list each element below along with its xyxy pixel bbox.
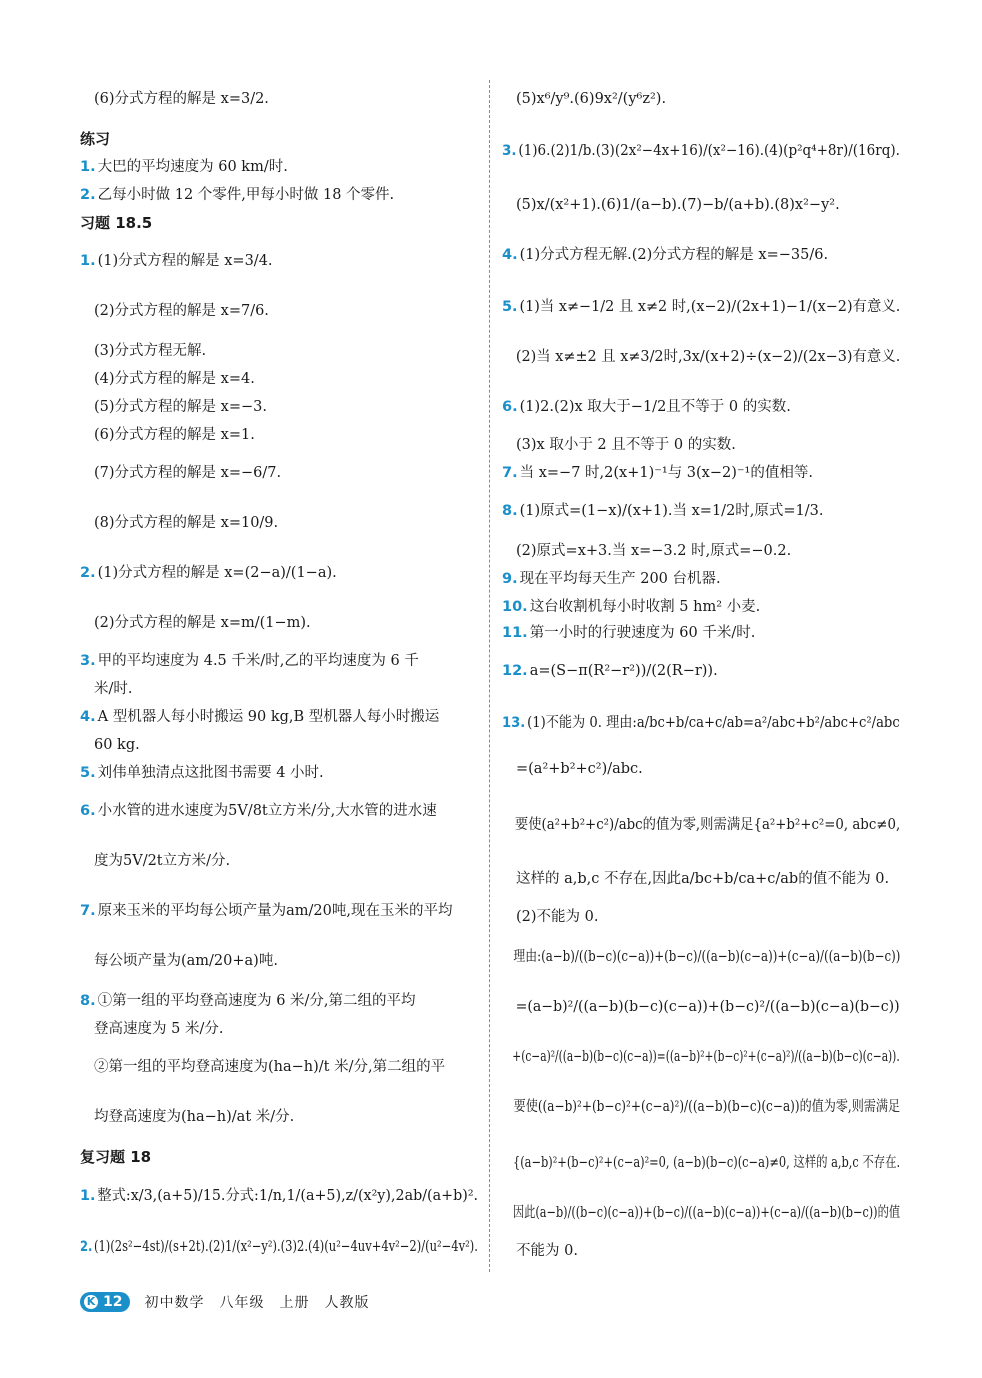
answer-line: [502, 1240, 578, 1262]
answer-line: [80, 612, 311, 634]
answer-text: 要使(a²+b²+c²)/abc的值为零,则需满足{a²+b²+c²=0, abc≠0,: [514, 817, 901, 833]
answer-text: (1)分式方程的解是 x=(2−a)/(1−a).: [97, 565, 337, 581]
item-number: 5.: [502, 299, 518, 315]
answer-text: 小水管的进水速度为5V/8t立方米/分,大水管的进水速: [97, 803, 437, 819]
answer-line: [80, 424, 255, 446]
answer-line: [502, 500, 824, 522]
item-number: 7.: [80, 903, 96, 919]
answer-text: 整式:x/3,(a+5)/15.分式:1/n,1/(a+5),z/(x²y),2ab/(a+b)².: [97, 1188, 479, 1204]
column-divider: [489, 80, 490, 1272]
answer-text: (5)分式方程的解是 x=−3.: [94, 399, 267, 415]
item-number: 10.: [502, 599, 528, 615]
answer-line: [80, 800, 437, 822]
item-number: 7.: [502, 465, 518, 481]
answer-line: [502, 244, 828, 266]
answer-line: [80, 900, 452, 922]
answer-text: 原来玉米的平均每公顷产量为am/20吨,现在玉米的平均: [97, 903, 453, 919]
item-number: 5.: [80, 765, 96, 781]
item-number: 8.: [502, 503, 518, 519]
answer-text: =(a²+b²+c²)/abc.: [516, 761, 643, 777]
answer-line: [502, 906, 598, 928]
answer-line: [502, 814, 900, 836]
answer-text: 大巴的平均速度为 60 km/时.: [97, 159, 288, 175]
answer-text: ①第一组的平均登高速度为 6 米/分,第二组的平均: [97, 993, 416, 1009]
answer-text: (4)分式方程的解是 x=4.: [94, 371, 255, 387]
answer-text: (1)6.(2)1/b.(3)(2x²−4x+16)/(x²−16).(4)(p²q⁴+8r)/(16rq).: [518, 143, 900, 159]
answer-text: 乙每小时做 12 个零件,甲每小时做 18 个零件.: [97, 187, 395, 203]
answer-line: [80, 1236, 478, 1258]
answer-text: 练习: [80, 130, 111, 148]
answer-text: (1)分式方程无解.(2)分式方程的解是 x=−35/6.: [519, 247, 829, 263]
answer-text: (6)分式方程的解是 x=3/2.: [94, 91, 269, 107]
answer-line: [80, 734, 140, 756]
answer-line: [502, 194, 840, 216]
answer-line: [80, 184, 394, 206]
answer-line: [80, 512, 278, 534]
answer-text: 现在平均每天生产 200 台机器.: [519, 571, 721, 587]
item-number: 11.: [502, 625, 528, 641]
answer-line: [80, 850, 230, 872]
section-heading: [80, 1146, 151, 1168]
answer-line: [80, 88, 269, 110]
page-number: 12: [103, 1294, 123, 1310]
item-number: 4.: [502, 247, 518, 263]
item-number: 3.: [80, 653, 96, 669]
answer-line: [502, 88, 666, 110]
answer-text: (2)分式方程的解是 x=7/6.: [94, 303, 269, 319]
page-footer: [80, 1291, 369, 1313]
item-number: 1.: [80, 253, 96, 269]
answer-text: (2)原式=x+3.当 x=−3.2 时,原式=−0.2.: [516, 543, 792, 559]
answer-text: 刘伟单独清点这批图书需要 4 小时.: [97, 765, 324, 781]
answer-text: (2)不能为 0.: [516, 909, 599, 925]
answer-line: [80, 1056, 445, 1078]
answer-text: (1)不能为 0. 理由:a/bc+b/ca+c/ab=a²/abc+b²/abc+c²/abc: [527, 715, 900, 731]
answer-line: [80, 1185, 478, 1207]
answer-text: 度为5V/2t立方米/分.: [94, 853, 231, 869]
answer-text: 因此(a−b)/((b−c)(c−a))+(b−c)/((a−b)(c−a))+(c−a)/((a−b)(b−c))的值: [512, 1205, 901, 1221]
answer-line: [502, 1152, 900, 1174]
answer-text: 甲的平均速度为 4.5 千米/时,乙的平均速度为 6 千: [97, 653, 419, 669]
answer-text: 60 kg.: [94, 737, 140, 753]
answer-line: [80, 250, 273, 272]
answer-text: (1)当 x≠−1/2 且 x≠2 时,(x−2)/(2x+1)−1/(x−2)有意义.: [519, 299, 901, 315]
item-number: 8.: [80, 993, 96, 1009]
book-info: 初中数学 八年级 上册 人教版: [144, 1295, 370, 1311]
page-badge: [80, 1292, 130, 1312]
item-number: 2.: [80, 565, 96, 581]
answer-line: [80, 1018, 223, 1040]
badge-letter: K: [84, 1295, 98, 1309]
answer-line: [502, 396, 791, 418]
answer-line: [502, 462, 813, 484]
answer-line: [502, 712, 900, 734]
item-number: 2.: [80, 187, 96, 203]
answer-line: [502, 996, 900, 1018]
answer-text: (5)x/(x²+1).(6)1/(a−b).(7)−b/(a+b).(8)x²−y².: [516, 197, 840, 213]
answer-text: (1)(2s²−4st)/(s+2t).(2)1/(x²−y²).(3)2.(4)(u²−4uv+4v²−2)/(u²−4v²).: [93, 1239, 478, 1255]
answer-text: 习题 18.5: [80, 214, 153, 232]
answer-text: (7)分式方程的解是 x=−6/7.: [94, 465, 282, 481]
answer-line: [502, 540, 791, 562]
answer-line: [80, 950, 278, 972]
answer-text: 登高速度为 5 米/分.: [94, 1021, 224, 1037]
item-number: 1.: [80, 159, 96, 175]
answer-text: 理由:(a−b)/((b−c)(c−a))+(b−c)/((a−b)(c−a))+(c−a)/((a−b)(b−c)): [513, 949, 901, 965]
answer-text: 米/时.: [94, 681, 133, 697]
answer-line: [80, 462, 281, 484]
answer-line: [502, 1046, 900, 1068]
answer-line: [502, 596, 760, 618]
answer-line: [80, 340, 206, 362]
answer-text: ②第一组的平均登高速度为(ha−h)/t 米/分,第二组的平: [94, 1059, 446, 1075]
answer-text: 每公顷产量为(am/20+a)吨.: [94, 953, 278, 969]
answer-line: [502, 296, 900, 318]
answer-text: 均登高速度为(ha−h)/at 米/分.: [94, 1109, 295, 1125]
answer-text: a=(S−π(R²−r²))/(2(R−r)).: [529, 663, 718, 679]
item-number: 9.: [502, 571, 518, 587]
answer-line: [502, 434, 736, 456]
answer-line: [80, 562, 337, 584]
answer-text: (1)原式=(1−x)/(x+1).当 x=1/2时,原式=1/3.: [519, 503, 824, 519]
answer-line: [80, 156, 288, 178]
answer-line: [80, 368, 255, 390]
item-number: 3.: [502, 143, 517, 159]
answer-text: 这样的 a,b,c 不存在,因此a/bc+b/ca+c/ab的值不能为 0.: [516, 871, 890, 887]
answer-text: (5)x⁶/y⁹.(6)9x²/(y⁶z²).: [516, 91, 667, 107]
answer-text: 要使((a−b)²+(b−c)²+(c−a)²)/((a−b)(b−c)(c−a))的值为零,则需满足: [513, 1099, 901, 1115]
item-number: 12.: [502, 663, 528, 679]
answer-text: (3)分式方程无解.: [94, 343, 207, 359]
item-number: 2.: [80, 1239, 93, 1255]
answer-text: (3)x 取小于 2 且不等于 0 的实数.: [516, 437, 736, 453]
answer-line: [502, 660, 718, 682]
answer-line: [80, 678, 133, 700]
answer-text: (1)分式方程的解是 x=3/4.: [97, 253, 273, 269]
answer-text: {(a−b)²+(b−c)²+(c−a)²=0, (a−b)(b−c)(c−a)≠0, 这样的 a,b,c 不存在.: [512, 1155, 901, 1171]
answer-line: [502, 946, 900, 968]
answer-line: [80, 300, 269, 322]
answer-text: =(a−b)²/((a−b)(b−c)(c−a))+(b−c)²/((a−b)(c−a)(b−c)): [515, 999, 900, 1015]
section-heading: [80, 212, 152, 234]
answer-line: [502, 868, 889, 890]
answer-text: 不能为 0.: [516, 1243, 578, 1259]
answer-line: [502, 140, 900, 162]
answer-text: 第一小时的行驶速度为 60 千米/时.: [529, 625, 756, 641]
answer-line: [80, 762, 324, 784]
item-number: 13.: [502, 715, 526, 731]
section-heading: [80, 128, 110, 150]
answer-text: 复习题 18: [80, 1148, 152, 1166]
answer-line: [502, 346, 900, 368]
answer-text: 当 x=−7 时,2(x+1)⁻¹与 3(x−2)⁻¹的值相等.: [519, 465, 813, 481]
answer-line: [80, 990, 416, 1012]
answer-line: [502, 568, 721, 590]
answer-text: 这台收割机每小时收割 5 hm² 小麦.: [529, 599, 761, 615]
answer-line: [80, 1106, 294, 1128]
answer-line: [502, 758, 643, 780]
item-number: 6.: [502, 399, 518, 415]
answer-text: +(c−a)²/((a−b)(b−c)(c−a))=((a−b)²+(b−c)²+(c−a)²)/((a−b)(b−c)(c−a)).: [512, 1049, 900, 1065]
answer-text: (8)分式方程的解是 x=10/9.: [94, 515, 279, 531]
answer-line: [80, 650, 419, 672]
answer-text: (2)当 x≠±2 且 x≠3/2时,3x/(x+2)÷(x−2)/(2x−3)有意义.: [515, 349, 901, 365]
answer-text: A 型机器人每小时搬运 90 kg,B 型机器人每小时搬运: [97, 709, 440, 725]
answer-line: [80, 396, 267, 418]
answer-line: [502, 622, 755, 644]
item-number: 1.: [80, 1188, 96, 1204]
answer-line: [502, 1096, 900, 1118]
item-number: 4.: [80, 709, 96, 725]
answer-text: (6)分式方程的解是 x=1.: [94, 427, 255, 443]
answer-text: (1)2.(2)x 取大于−1/2且不等于 0 的实数.: [519, 399, 791, 415]
answer-line: [80, 706, 439, 728]
item-number: 6.: [80, 803, 96, 819]
answer-text: (2)分式方程的解是 x=m/(1−m).: [94, 615, 311, 631]
answer-line: [502, 1202, 900, 1224]
